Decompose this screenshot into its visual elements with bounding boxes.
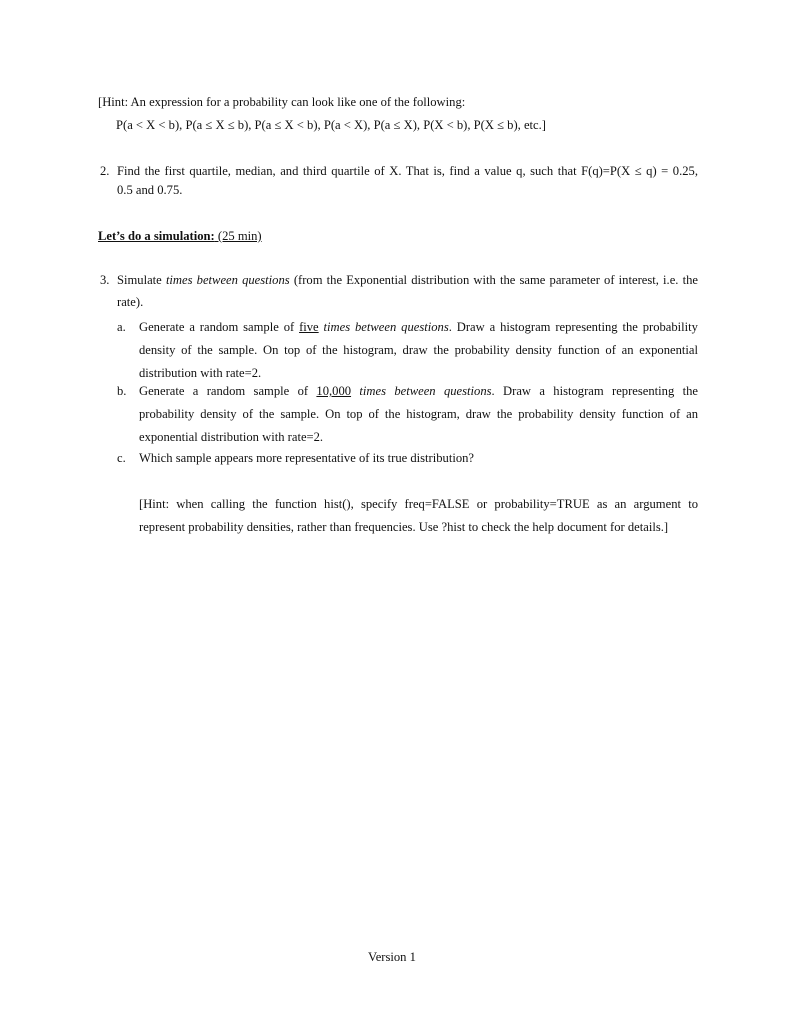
- subquestion-a-text: Generate a random sample of: [139, 320, 300, 334]
- question-3-number: 3.: [100, 273, 110, 287]
- subquestion-a-line-1: [139, 319, 698, 335]
- subquestion-a-text-cont: . Draw a histogram representing the probability: [448, 320, 698, 334]
- simulation-heading-duration: (25 min): [214, 229, 262, 243]
- question-2-number: 2.: [100, 164, 110, 178]
- hint-examples: P(a < X < b), P(a ≤ X ≤ b), P(a ≤ X < b), P(a < X), P(a ≤ X), P(X < b), P(X ≤ b), etc.]: [116, 118, 546, 132]
- subquestion-b-text: Generate a random sample of: [139, 384, 317, 398]
- subquestion-a-label: a.: [117, 320, 126, 334]
- question-2-line-1: Find the first quartile, median, and third quartile of X. That is, find a value q, such that F(q)=P(X ≤ q) = 0.25,: [117, 164, 698, 178]
- subquestion-b-line-1: [139, 383, 698, 399]
- question-2-line-2: 0.5 and 0.75.: [117, 183, 183, 197]
- question-3-line-1: [117, 272, 698, 288]
- question-3-line-2: rate).: [117, 295, 144, 309]
- question-3-emphasis: times between questions: [165, 273, 290, 287]
- subquestion-a-line-3: distribution with rate=2.: [139, 366, 262, 380]
- subquestion-b-text-cont: . Draw a histogram representing the: [491, 384, 698, 398]
- question-3-text-cont: (from the Exponential distribution with the same parameter of interest, i.e. the: [289, 273, 698, 287]
- simulation-heading-title: Let’s do a simulation:: [98, 229, 215, 243]
- hint-intro: [Hint: An expression for a probability can look like one of the following:: [98, 95, 466, 109]
- subquestion-a-underline: five: [299, 320, 319, 334]
- hint-hist-line-1: [Hint: when calling the function hist(), specify freq=FALSE or probability=TRUE as an argument to: [139, 497, 698, 511]
- subquestion-c-label: c.: [117, 451, 126, 465]
- page-footer-version: Version 1: [368, 950, 416, 964]
- question-3-text: Simulate: [117, 273, 166, 287]
- subquestion-a-emphasis: times between questions: [323, 320, 449, 334]
- subquestion-b-underline: 10,000: [316, 384, 352, 398]
- hint-hist-line-2: represent probability densities, rather than frequencies. Use ?hist to check the help document for details.]: [139, 520, 669, 534]
- subquestion-b-emphasis: times between questions: [359, 384, 492, 398]
- subquestion-b-line-2: probability density of the sample. On top of the histogram, draw the probability density function of an: [139, 407, 698, 421]
- simulation-heading: [98, 228, 262, 244]
- subquestion-a-line-2: density of the sample. On top of the histogram, draw the probability density function of an exponential: [139, 343, 698, 357]
- subquestion-b-line-3: exponential distribution with rate=2.: [139, 430, 324, 444]
- subquestion-c-line-1: Which sample appears more representative of its true distribution?: [139, 451, 475, 465]
- subquestion-b-label: b.: [117, 384, 127, 398]
